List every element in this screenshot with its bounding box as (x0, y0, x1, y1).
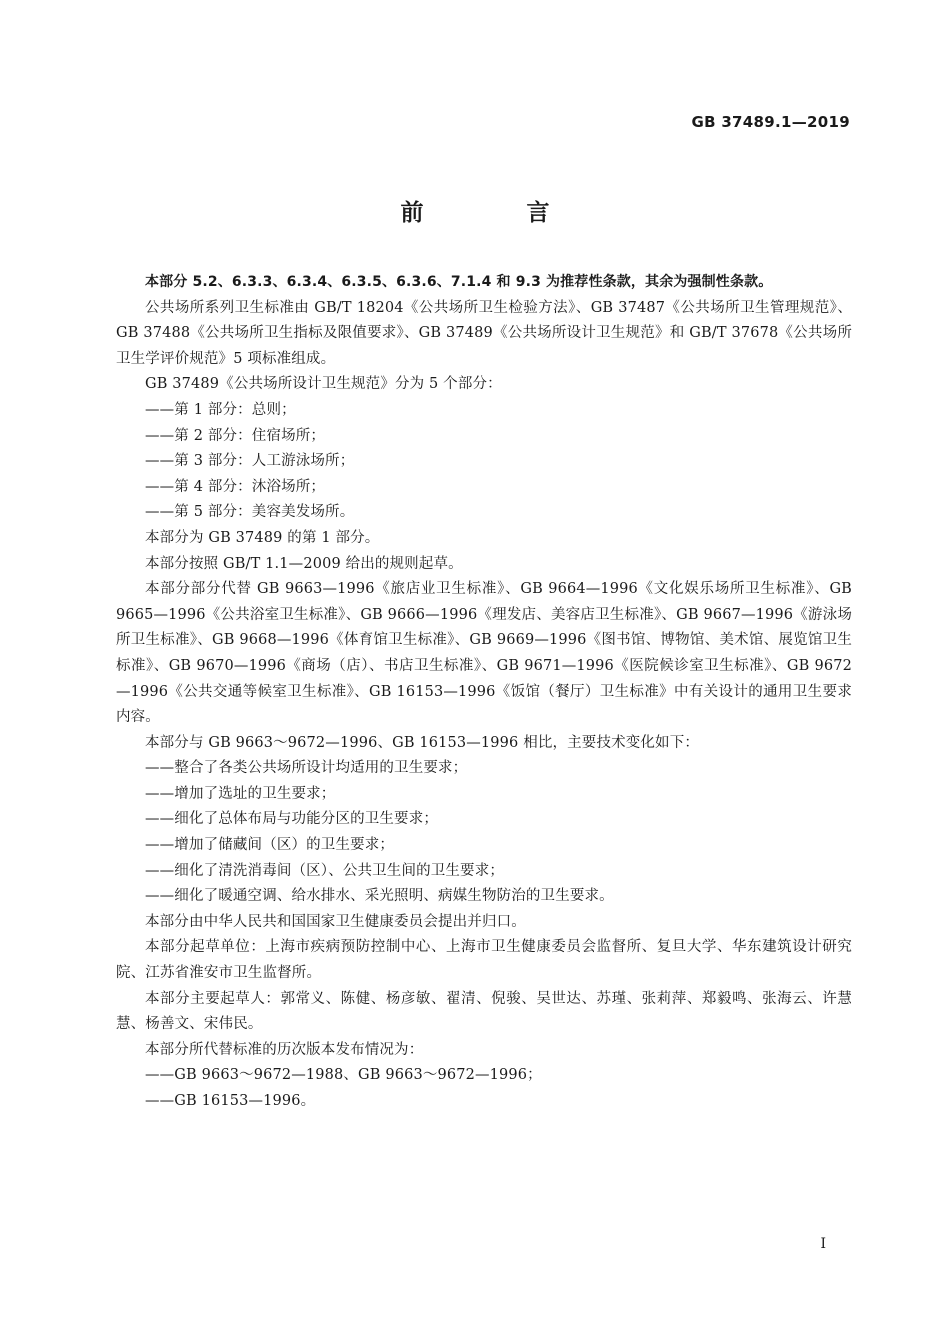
list-item-part-2: ——第 2 部分：住宿场所； (145, 427, 326, 444)
paragraph-clause-note: 本部分 5.2、6.3.3、6.3.4、6.3.5、6.3.6、7.1.4 和 9.3 为推荐性条款，其余为强制性条款。 (145, 274, 773, 290)
list-item-change-2: ——增加了选址的卫生要求； (145, 785, 336, 802)
list-item-change-4: ——增加了储藏间（区）的卫生要求； (145, 837, 395, 854)
paragraph-changes-intro: 本部分与 GB 9663～9672—1996、GB 16153—1996 相比，主要技术变化如下： (145, 734, 699, 751)
page-title: 前 言 (400, 200, 590, 226)
page-number: I (820, 1236, 826, 1252)
list-item-part-4: ——第 4 部分：沐浴场所； (145, 478, 326, 495)
paragraph-part-number: 本部分为 GB 37489 的第 1 部分。 (145, 529, 380, 546)
list-item-change-1: ——整合了各类公共场所设计均适用的卫生要求； (145, 760, 468, 777)
paragraph-replaces: 本部分部分代替 GB 9663—1996《旅店业卫生标准》、GB 9664—1996《文化娱乐场所卫生标准》、GB 9665—1996《公共浴室卫生标准》、GB 9666—1996《理发店、美容店卫生标准》、GB 9667—1996《游泳场所卫生标准》、GB 9668—1996《体育馆卫生标准》、GB 9669—1996《图书馆、博物馆、美术馆、展览馆卫生标准》、GB 9670—1996《商场（店）、书店卫生标准》、GB 9671—1996《医院候诊室卫生标准》、GB 9672—1996《公共交通等候室卫生标准》、GB 16153—1996《饭馆（餐厅）卫生标准》中有关设计的通用卫生要求内容。 (116, 581, 852, 726)
list-item-part-1: ——第 1 部分：总则； (145, 401, 296, 418)
list-item-change-6: ——细化了暖通空调、给水排水、采光照明、病媒生物防治的卫生要求。 (145, 888, 614, 905)
list-item-change-5: ——细化了清洗消毒间（区）、公共卫生间的卫生要求； (145, 862, 504, 879)
list-item-change-3: ——细化了总体布局与功能分区的卫生要求； (145, 811, 438, 828)
list-item-history-2: ——GB 16153—1996。 (145, 1093, 316, 1109)
paragraph-drafting-rules: 本部分按照 GB/T 1.1—2009 给出的规则起草。 (145, 555, 463, 572)
paragraph-drafting-units: 本部分起草单位：上海市疾病预防控制中心、上海市卫生健康委员会监督所、复旦大学、华东建筑设计研究院、江苏省淮安市卫生监督所。 (116, 939, 852, 982)
paragraph-series-standards: 公共场所系列卫生标准由 GB/T 18204《公共场所卫生检验方法》、GB 37487《公共场所卫生管理规范》、GB 37488《公共场所卫生指标及限值要求》、GB 37489《公共场所设计卫生规范》和 GB/T 37678《公共场所卫生学评价规范》5 项标准组成。 (116, 299, 852, 367)
paragraph-proposer: 本部分由中华人民共和国国家卫生健康委员会提出并归口。 (145, 913, 526, 930)
paragraph-drafters: 本部分主要起草人：郭常义、陈健、杨彦敏、翟清、倪骏、吴世达、苏瑾、张莉萍、郑毅鸣、张海云、许慧慧、杨善文、宋伟民。 (116, 990, 852, 1033)
paragraph-history-intro: 本部分所代替标准的历次版本发布情况为： (145, 1041, 424, 1058)
standard-code: GB 37489.1—2019 (691, 113, 850, 131)
list-item-part-5: ——第 5 部分：美容美发场所。 (145, 504, 355, 521)
list-item-history-1: ——GB 9663～9672—1988、GB 9663～9672—1996； (145, 1067, 542, 1084)
foreword-body (116, 270, 852, 1115)
list-item-part-3: ——第 3 部分：人工游泳场所； (145, 453, 355, 470)
paragraph-parts-intro: GB 37489《公共场所设计卫生规范》分为 5 个部分： (145, 376, 502, 393)
